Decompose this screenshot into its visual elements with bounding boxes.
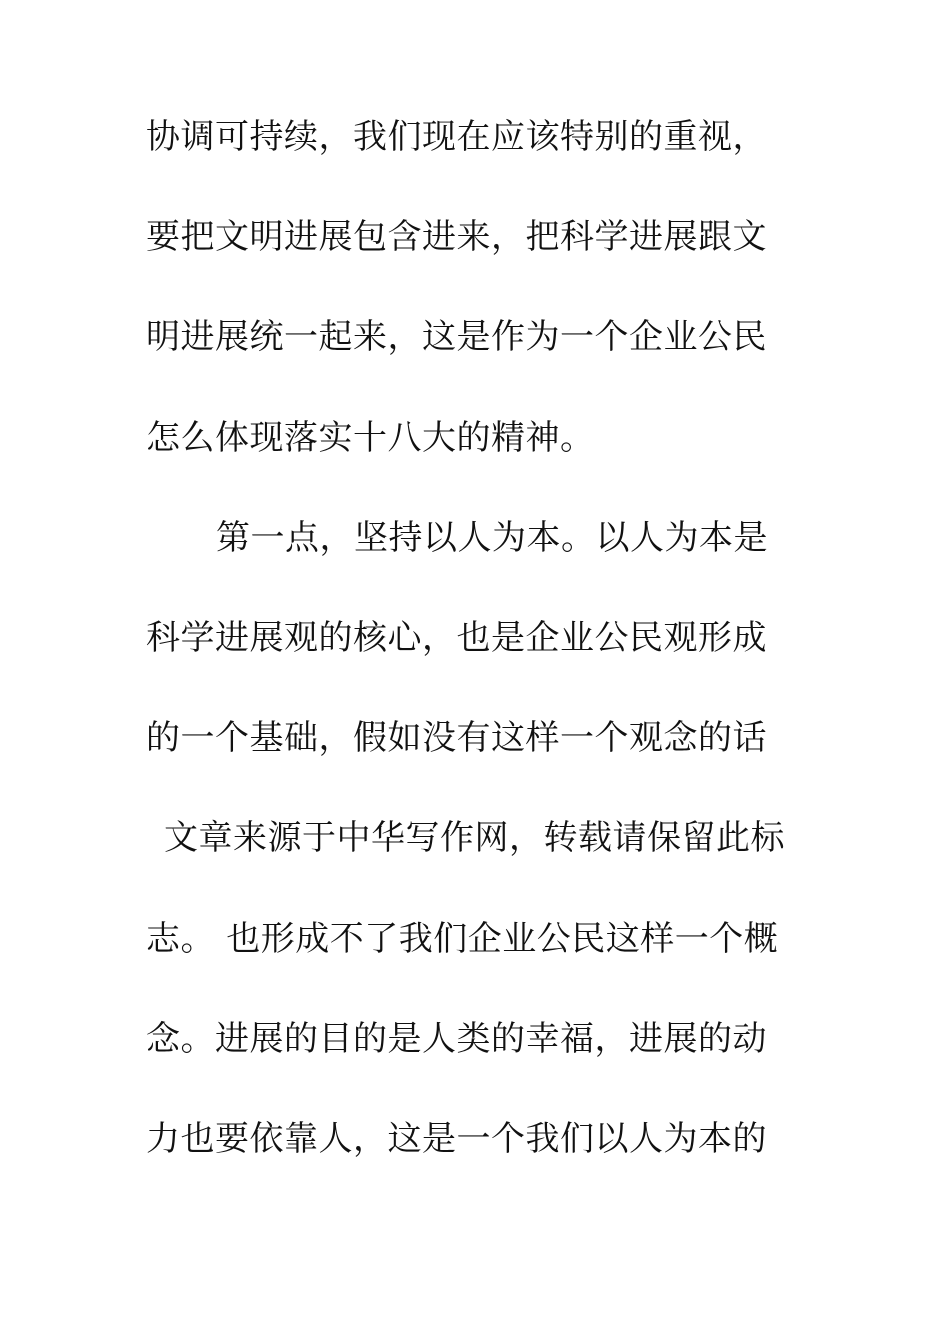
body-text: [146, 117, 806, 1222]
text-line-4: 怎么体现落实十八大的精神。: [146, 417, 595, 458]
paragraph-start-line: 第一点，坚持以人为本。以人为本是: [216, 517, 768, 558]
text-line-3: 明进展统一起来，这是作为一个企业公民: [146, 317, 767, 358]
source-note-line: 文章来源于中华写作网，转载请保留此标: [164, 818, 785, 859]
text-line-9: 志。 也形成不了我们企业公民这样一个概: [146, 918, 779, 959]
text-line-1: 协调可持续，我们现在应该特别的重视，: [146, 117, 767, 157]
text-line-10: 念。进展的目的是人类的幸福，进展的动: [146, 1018, 767, 1059]
text-line-2: 要把文明进展包含进来，把科学进展跟文: [146, 217, 767, 258]
text-line-11: 力也要依靠人，这是一个我们以人为本的: [146, 1118, 767, 1159]
text-line-6: 科学进展观的核心，也是企业公民观形成: [146, 617, 767, 658]
text-line-7: 的一个基础，假如没有这样一个观念的话: [146, 718, 767, 759]
